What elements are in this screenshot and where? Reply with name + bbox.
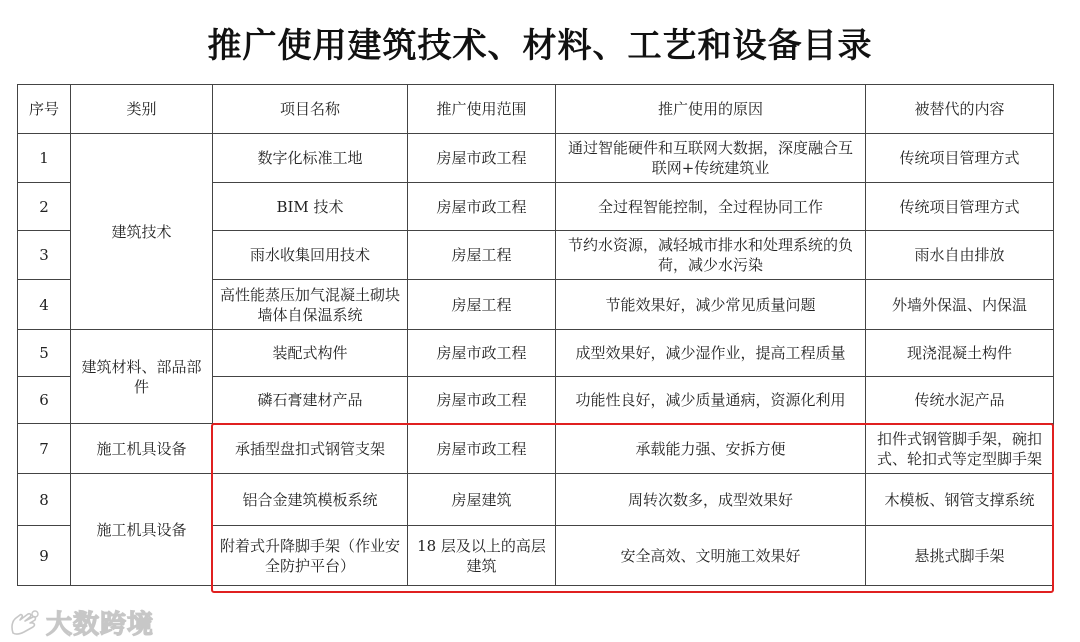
row-name: 雨水收集回用技术: [213, 231, 408, 280]
row-reason: 承载能力强、安拆方便: [556, 424, 866, 474]
row-name: BIM 技术: [213, 183, 408, 231]
row-reason: 安全高效、文明施工效果好: [556, 526, 866, 586]
watermark: [8, 604, 154, 641]
row-scope: 房屋市政工程: [408, 183, 556, 231]
table-row: [18, 424, 1054, 474]
row-replaced: 木模板、钢管支撑系统: [866, 474, 1054, 526]
row-name: 装配式构件: [213, 330, 408, 377]
row-no: 7: [18, 424, 71, 474]
row-replaced: 传统水泥产品: [866, 377, 1054, 424]
row-no: 9: [18, 526, 71, 586]
row-no: 5: [18, 330, 71, 377]
row-name: 磷石膏建材产品: [213, 377, 408, 424]
row-scope: 18 层及以上的高层建筑: [408, 526, 556, 586]
row-name: 附着式升降脚手架（作业安全防护平台）: [213, 526, 408, 586]
row-reason: 周转次数多，成型效果好: [556, 474, 866, 526]
header-no: 序号: [18, 85, 71, 134]
row-scope: 房屋市政工程: [408, 377, 556, 424]
row-replaced: 现浇混凝土构件: [866, 330, 1054, 377]
row-replaced: 悬挑式脚手架: [866, 526, 1054, 586]
row-name: 铝合金建筑模板系统: [213, 474, 408, 526]
table-row: [18, 134, 1054, 183]
header-scope: 推广使用范围: [408, 85, 556, 134]
table-header-row: [18, 85, 1054, 134]
row-scope: 房屋工程: [408, 280, 556, 330]
category-cell: 施工机具设备: [71, 474, 213, 586]
table-row: [18, 474, 1054, 526]
row-reason: 全过程智能控制，全过程协同工作: [556, 183, 866, 231]
row-scope: 房屋市政工程: [408, 424, 556, 474]
row-no: 1: [18, 134, 71, 183]
row-name: 高性能蒸压加气混凝土砌块墙体自保温系统: [213, 280, 408, 330]
header-name: 项目名称: [213, 85, 408, 134]
row-name: 承插型盘扣式钢管支架: [213, 424, 408, 474]
row-reason: 通过智能硬件和互联网大数据，深度融合互联网+传统建筑业: [556, 134, 866, 183]
header-reason: 推广使用的原因: [556, 85, 866, 134]
catalog-table: [17, 84, 1054, 586]
row-scope: 房屋建筑: [408, 474, 556, 526]
row-no: 2: [18, 183, 71, 231]
row-scope: 房屋工程: [408, 231, 556, 280]
row-scope: 房屋市政工程: [408, 330, 556, 377]
row-replaced: 雨水自由排放: [866, 231, 1054, 280]
row-reason: 成型效果好，减少湿作业，提高工程质量: [556, 330, 866, 377]
category-cell: 建筑材料、部品部件: [71, 330, 213, 424]
row-scope: 房屋市政工程: [408, 134, 556, 183]
category-cell: 施工机具设备: [71, 424, 213, 474]
row-reason: 节约水资源，减轻城市排水和处理系统的负荷，减少水污染: [556, 231, 866, 280]
header-replaced: 被替代的内容: [866, 85, 1054, 134]
row-reason: 节能效果好，减少常见质量问题: [556, 280, 866, 330]
page-title: 推广使用建筑技术、材料、工艺和设备目录: [207, 26, 873, 66]
watermark-text: 大数跨境: [46, 610, 155, 640]
category-cell: 建筑技术: [71, 134, 213, 330]
row-name: 数字化标准工地: [213, 134, 408, 183]
hand-ok-icon: [8, 609, 42, 637]
table-row: [18, 330, 1054, 377]
row-replaced: 外墙外保温、内保温: [866, 280, 1054, 330]
row-no: 4: [18, 280, 71, 330]
row-replaced: 扣件式钢管脚手架，碗扣式、轮扣式等定型脚手架: [866, 424, 1054, 474]
row-replaced: 传统项目管理方式: [866, 183, 1054, 231]
row-replaced: 传统项目管理方式: [866, 134, 1054, 183]
row-no: 3: [18, 231, 71, 280]
header-category: 类别: [71, 85, 213, 134]
row-no: 6: [18, 377, 71, 424]
row-no: 8: [18, 474, 71, 526]
row-reason: 功能性良好，减少质量通病，资源化利用: [556, 377, 866, 424]
